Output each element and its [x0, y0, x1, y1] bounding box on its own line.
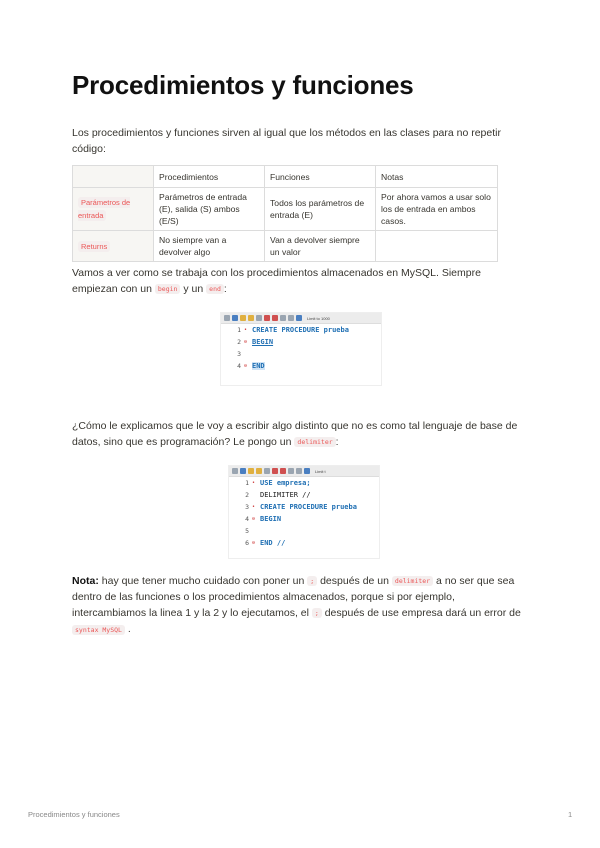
lightning-cursor-icon	[256, 468, 262, 474]
text: después de un	[317, 575, 392, 587]
folder-icon	[224, 315, 230, 321]
code-line	[229, 525, 379, 537]
row-label-cell	[73, 188, 154, 231]
page-number: 1	[568, 810, 573, 819]
error-icon	[272, 315, 278, 321]
inline-code-delimiter: delimiter	[392, 576, 433, 586]
code-text: END //	[260, 539, 286, 547]
intro-paragraph: Los procedimientos y funciones sirven al igual que los métodos en las clases para no repetir código:	[72, 127, 501, 155]
code-text: END	[252, 362, 265, 370]
code-text: CREATE PROCEDURE prueba	[252, 326, 349, 334]
explain-icon	[256, 315, 262, 321]
note-paragraph	[72, 573, 528, 638]
stop-icon	[272, 468, 278, 474]
toggle-icon	[304, 468, 310, 474]
code-screenshot-2	[228, 465, 380, 559]
commit-icon	[288, 468, 294, 474]
inline-code-semicolon: ;	[312, 608, 322, 618]
limit-select: Limit to 1000	[307, 315, 330, 321]
code-screenshot-1	[220, 312, 382, 386]
line-marker: •	[244, 327, 248, 333]
save-icon	[240, 468, 246, 474]
text: Vamos a ver como se trabaja con los procedimientos almacenados en MySQL. Siempre empiezan con un	[72, 267, 481, 295]
delimiter-paragraph	[72, 418, 528, 450]
header-funciones: Funciones	[265, 166, 376, 188]
text: hay que tener mucho cuidado con poner un	[98, 575, 308, 587]
line-number: 5	[245, 527, 249, 535]
row-label-tag: Parámetros de entrada	[78, 198, 131, 220]
line-number: 2	[245, 491, 249, 499]
lightning-cursor-icon	[248, 315, 254, 321]
inline-code-end: end	[206, 284, 224, 294]
table-corner-cell	[73, 166, 154, 188]
row-label-tag: Returns	[78, 241, 110, 252]
inline-code-syntax: syntax MySQL	[72, 625, 125, 635]
table-cell: Parámetros de entrada (E), salida (S) ambos (E/S)	[154, 188, 265, 231]
rollback-icon	[296, 468, 302, 474]
table-row	[73, 188, 498, 231]
page-title: Procedimientos y funciones	[72, 70, 414, 100]
code-line	[221, 360, 381, 372]
inline-code-semicolon: ;	[307, 576, 317, 586]
code-text: USE empresa;	[260, 479, 311, 487]
code-line	[229, 477, 379, 489]
comparison-table	[72, 165, 498, 262]
lightning-icon	[240, 315, 246, 321]
code-text: BEGIN	[252, 338, 274, 346]
line-marker: ⊖	[252, 516, 256, 522]
text: a no ser que sea dentro de las funciones o los procedimientos almacenados, porque si por ejemplo, intercambiamos la linea 1 y la 2 y lo ejecutamos, el	[72, 575, 515, 620]
text: y un	[180, 283, 207, 295]
explain-icon	[264, 468, 270, 474]
line-marker: •	[252, 480, 256, 486]
code-line	[229, 537, 379, 549]
code-line	[229, 501, 379, 513]
code-line	[221, 324, 381, 336]
row-label-cell	[73, 231, 154, 262]
editor-toolbar	[221, 313, 381, 324]
code-line	[221, 336, 381, 348]
folder-icon	[232, 468, 238, 474]
commit-icon	[280, 315, 286, 321]
toggle-icon	[296, 315, 302, 321]
line-number: 1	[245, 479, 249, 487]
note-label: Nota:	[72, 575, 99, 587]
line-number: 3	[237, 350, 241, 358]
code-text: BEGIN	[260, 515, 282, 523]
header-notas: Notas	[376, 166, 498, 188]
text: :	[223, 283, 227, 295]
footer-title: Procedimientos y funciones	[28, 810, 120, 819]
table-cell: Por ahora vamos a usar solo los de entrada en ambos casos.	[376, 188, 498, 231]
table-cell: Van a devolver siempre un valor	[265, 231, 376, 262]
inline-code-begin: begin	[155, 284, 181, 294]
line-number: 4	[245, 515, 249, 523]
line-number: 4	[237, 362, 241, 370]
line-number: 6	[245, 539, 249, 547]
limit-select: Limit t	[315, 468, 326, 474]
table-header-row	[73, 166, 498, 188]
inline-code-delimiter: delimiter	[294, 437, 335, 447]
line-number: 3	[245, 503, 249, 511]
lightning-icon	[248, 468, 254, 474]
table-row	[73, 231, 498, 262]
code-text: DELIMITER //	[260, 491, 311, 499]
text: :	[335, 436, 339, 448]
line-number: 1	[237, 326, 241, 334]
line-marker: ⊖	[244, 339, 248, 345]
line-marker: ⊖	[244, 363, 248, 369]
table-cell: Todos los parámetros de entrada (E)	[265, 188, 376, 231]
text: después de use empresa dará un error de	[321, 607, 521, 620]
stop-icon	[264, 315, 270, 321]
header-procedimientos: Procedimientos	[154, 166, 265, 188]
code-text: CREATE PROCEDURE prueba	[260, 503, 357, 511]
text: .	[124, 623, 131, 636]
code-line	[221, 348, 381, 360]
line-number: 2	[237, 338, 241, 346]
editor-toolbar	[229, 466, 379, 477]
begin-end-paragraph	[72, 265, 528, 297]
error-icon	[280, 468, 286, 474]
text: ¿Cómo le explicamos que le voy a escribir algo distinto que no es como tal lenguaje de base de datos, sino que es programación? Le pongo un	[72, 420, 518, 448]
code-line	[229, 513, 379, 525]
rollback-icon	[288, 315, 294, 321]
table-cell	[376, 231, 498, 262]
line-marker: •	[252, 504, 256, 510]
code-line	[229, 489, 379, 501]
save-icon	[232, 315, 238, 321]
table-cell: No siempre van a devolver algo	[154, 231, 265, 262]
line-marker: ⊖	[252, 540, 256, 546]
